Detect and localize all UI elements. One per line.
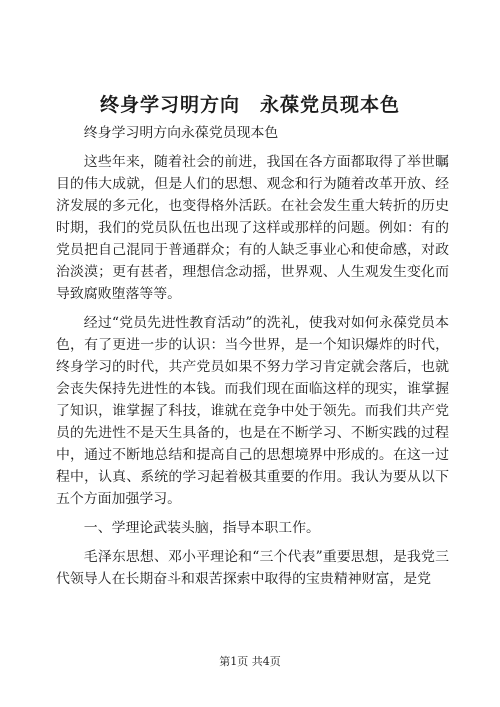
document-body — [56, 122, 449, 590]
body-paragraph: 经过“党员先进性教育活动”的洗礼，使我对如何永葆党员本色，有了更进一步的认识：当今世界，是一个知识爆炸的时代，终身学习的时代，共产党员如果不努力学习肯定就会落后，也就会丧失保持先进性的本钱。而我们现在面临这样的现实，谁掌握了知识，谁掌握了科技，谁就在竞争中处于领先。而我们共产党员的先进性不是天生具备的，也是在不断学习、不断实践的过程中，通过不断地总结和提高自己的思想境界中形成的。在这一过程中，认真、系统的学习起着极其重要的作用。我认为要从以下五个方面加强学习。 — [56, 315, 449, 507]
subtitle-paragraph: 终身学习明方向永葆党员现本色 — [83, 125, 279, 141]
document-title: 终身学习明方向 永葆党员现本色 — [99, 94, 400, 116]
page-number: 第1页 共4页 — [219, 655, 281, 668]
body-paragraph: 毛泽东思想、邓小平理论和“三个代表”重要思想，是我党三代领导人在长期奋斗和艰苦探索中取得的宝贵精神财富，是党 — [56, 549, 449, 587]
section-heading: 一、学理论武装头脑，指导本职工作。 — [83, 520, 320, 536]
body-paragraph: 这些年来，随着社会的前进，我国在各方面都取得了举世瞩目的伟大成就，但是人们的思想、观念和行为随着改革开放、经济发展的多元化，也变得格外活跃。在社会发生重大转折的历史时期，我们的党员队伍也出现了这样或那样的问题。例如：有的党员把自己混同于普通群众；有的人缺乏事业心和使命感，对政治淡漠；更有甚者，理想信念动摇，世界观、人生观发生变化而导致腐败堕落等等。 — [56, 154, 449, 302]
